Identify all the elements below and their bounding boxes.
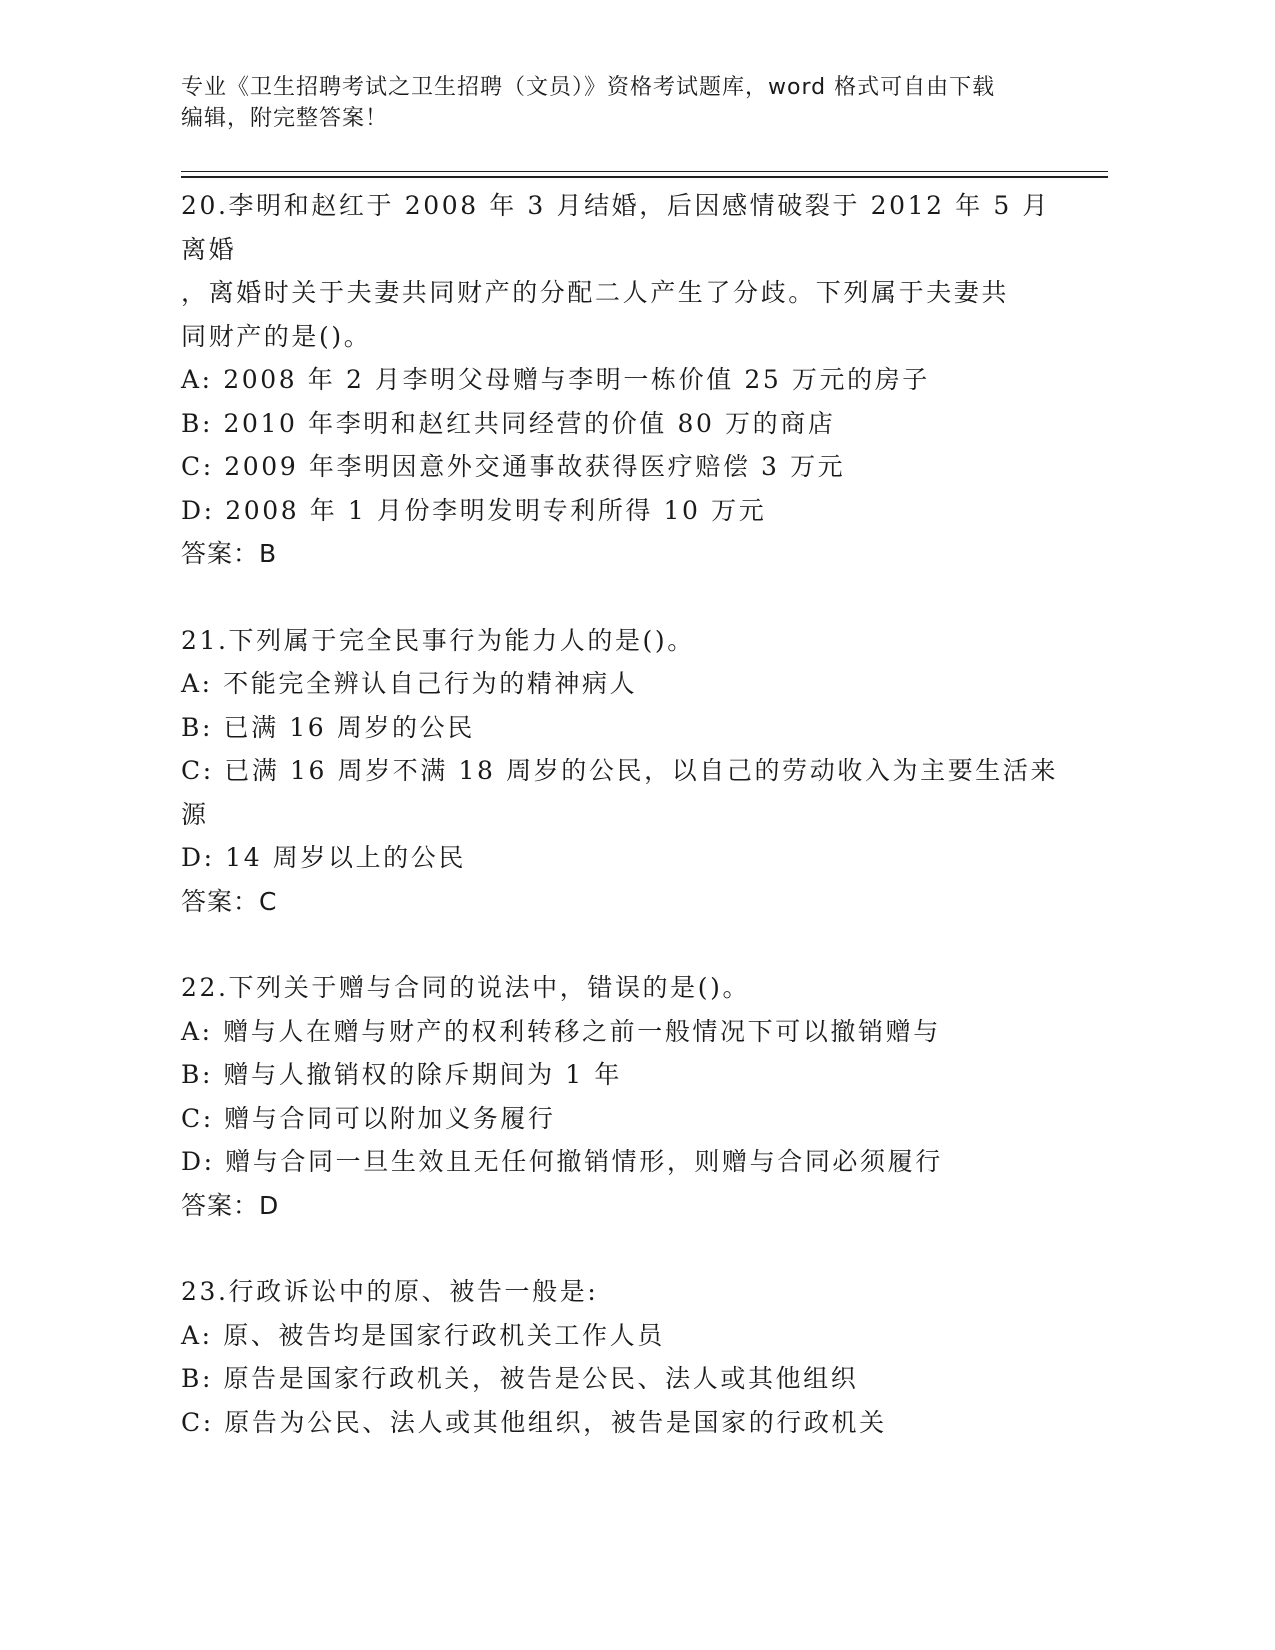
answer-option: A: 2008 年 2 月李明父母赠与李明一栋价值 25 万元的房子 (181, 365, 930, 394)
question-block (181, 966, 1061, 1227)
answer-option: C: 赠与合同可以附加义务履行 (181, 1103, 556, 1133)
header-line-1: 专业《卫生招聘考试之卫生招聘（文员）》资格考试题库，word 格式可自由下载 (181, 75, 996, 100)
answer-option: D: 2008 年 1 月份李明发明专利所得 10 万元 (181, 495, 767, 525)
question-stem-line: 23.行政诉讼中的原、被告一般是: (181, 1277, 599, 1306)
answer-key: 答案：B (181, 539, 278, 568)
question-block (181, 619, 1061, 924)
answer-option: B: 原告是国家行政机关，被告是公民、法人或其他组织 (181, 1364, 859, 1393)
answer-option: C: 2009 年李明因意外交通事故获得医疗赔偿 3 万元 (181, 452, 846, 481)
answer-option: B: 2010 年李明和赵红共同经营的价值 80 万的商店 (181, 408, 836, 438)
answer-option: D: 赠与合同一旦生效且无任何撤销情形，则赠与合同必须履行 (181, 1147, 943, 1176)
answer-option: B: 已满 16 周岁的公民 (181, 712, 475, 742)
question-block (181, 1270, 1061, 1444)
answer-option: C: 原告为公民、法人或其他组织，被告是国家的行政机关 (181, 1407, 887, 1437)
answer-option: C: 已满 16 周岁不满 18 周岁的公民，以自己的劳动收入为主要生活来 (181, 756, 1059, 785)
header-line-2: 编辑，附完整答案！ (181, 106, 389, 131)
question-stem-line: 同财产的是()。 (181, 321, 372, 351)
answer-option: D: 14 周岁以上的公民 (181, 843, 466, 872)
answer-option: A: 不能完全辨认自己行为的精神病人 (181, 669, 638, 698)
question-stem-line: 20.李明和赵红于 2008 年 3 月结婚，后因感情破裂于 2012 年 5 月离婚 (181, 191, 1050, 264)
document-header (181, 72, 1061, 134)
answer-option: A: 赠与人在赠与财产的权利转移之前一般情况下可以撤销赠与 (181, 1016, 941, 1046)
question-stem-line: 21.下列属于完全民事行为能力人的是()。 (181, 625, 695, 655)
header-divider-thick (181, 176, 1108, 178)
question-list (181, 184, 1061, 1487)
answer-option: B: 赠与人撤销权的除斥期间为 1 年 (181, 1060, 622, 1089)
answer-key: 答案：C (181, 886, 278, 916)
question-stem-line: 22.下列关于赠与合同的说法中，错误的是()。 (181, 973, 751, 1002)
question-block (181, 184, 1061, 576)
question-stem-line: ，离婚时关于夫妻共同财产的分配二人产生了分歧。下列属于夫妻共 (181, 278, 1010, 307)
answer-option: 源 (181, 799, 209, 829)
answer-option: A: 原、被告均是国家行政机关工作人员 (181, 1320, 665, 1350)
answer-key: 答案：D (181, 1190, 280, 1220)
header-divider-thin (181, 171, 1108, 172)
